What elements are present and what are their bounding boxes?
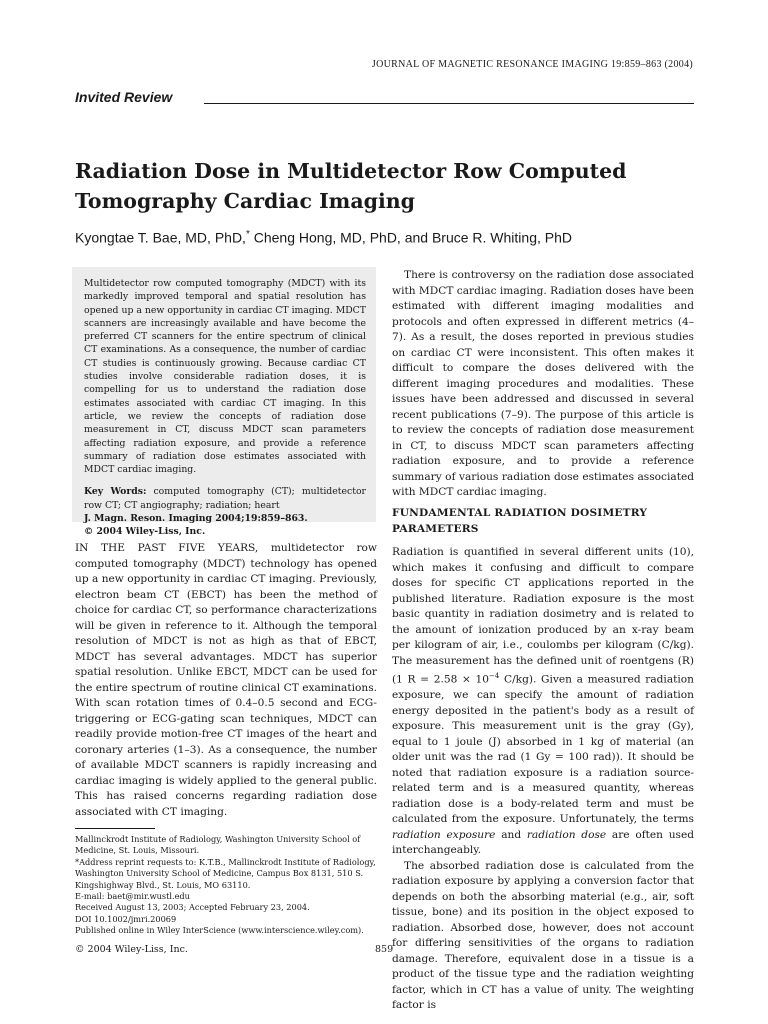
footnote-rule <box>75 828 155 829</box>
term-radiation-exposure: radiation exposure <box>392 828 496 841</box>
section-body <box>392 545 694 1014</box>
article-title: Radiation Dose in Multidetector Row Computed Tomography Cardiac Imaging <box>75 159 627 213</box>
journal-header: JOURNAL OF MAGNETIC RESONANCE IMAGING 19:859–863 (2004) <box>371 59 693 70</box>
abstract-copyright <box>84 525 366 538</box>
section-paragraph-2: The absorbed radiation dose is calculated from the radiation exposure by applying a conversion factor that depends on both the absorbing material (e.g., air, soft tissue, bone) and its position in the object exposed to radiation. Absorbed dose, however, does not account for differing sensitivities of the organs to radiation damage. Therefore, equivalent dose in a tissue is a product of the tissue type and the radiation weighting factor, which in CT has a value of unity. The weighting factor is <box>392 859 694 1012</box>
term-radiation-dose: radiation dose <box>526 828 607 841</box>
authors-rest: Cheng Hong, MD, PhD, and Bruce R. Whiting, PhD <box>249 229 573 246</box>
p1-exponent: −4 <box>489 672 500 680</box>
corresponding-author-mark: * <box>245 229 250 240</box>
author-list <box>75 229 695 246</box>
keywords <box>84 485 366 512</box>
section-heading: FUNDAMENTAL RADIATION DOSIMETRY PARAMETERS <box>392 507 648 535</box>
p1-and: and <box>495 828 527 841</box>
keywords-list: computed tomography (CT); multidetector row CT; CT angiography; radiation; heart <box>84 486 366 511</box>
section-rule <box>204 103 694 104</box>
p1-part-a: Radiation is quantified in several different units (10), which makes it confusing and difficult to compare doses for specific CT applications reported in the published literature. Radiation exposure is the most basic quantity in radiation dosimetry and is related to the amount of ionization produced by an x-ray beam per kilogram of air, i.e., coulombs per kilogram (C/kg). The measurement has the defined unit of roentgens (R) (1 R = 2.58 × 10 <box>392 546 694 686</box>
abstract-copyright-text: © 2004 Wiley-Liss, Inc. <box>84 526 206 538</box>
footnote-reprint: *Address reprint requests to: K.T.B., Mallinckrodt Institute of Radiology, Washington University School of Medicine, Campus Box 8131, 510 S. Kingshighway Blvd., St. Louis, MO 63110. <box>75 856 376 890</box>
citation-text: J. Magn. Reson. Imaging 2004;19:859–863. <box>84 513 308 525</box>
abstract-box <box>72 267 376 538</box>
p1-part-c: are often used interchangeably. <box>392 828 695 857</box>
right-intro-column <box>392 268 694 501</box>
introduction-paragraph: IN THE PAST FIVE YEARS, multidetector row computed tomography (MDCT) technology has opened up a new opportunity in cardiac CT imaging. Previously, electron beam CT (EBCT) has been the method of choice for cardiac CT, so performance characterizations will be given in reference to it. Although the temporal resolution of MDCT is not as high as that of EBCT, MDCT has several advantages. MDCT has superior spatial resolution. Unlike EBCT, MDCT can be used for the entire spectrum of routine clinical CT examinations. With scan rotation times of 0.4–0.5 second and ECG-triggering or ECG-gating scan techniques, MDCT can readily provide motion-free CT images of the heart and coronary arteries (1–3). As a consequence, the number of available MDCT scanners is rapidly increasing and cardiac imaging is widely applied to the general public. This has raised concerns regarding radiation dose associated with CT imaging. <box>75 542 377 818</box>
footer-copyright: © 2004 Wiley-Liss, Inc. <box>75 944 188 955</box>
introduction-column <box>75 541 377 820</box>
footnote-email[interactable]: E-mail: baet@mir.wustl.edu <box>75 891 190 902</box>
footnotes <box>75 834 377 937</box>
footnote-doi[interactable]: DOI 10.1002/jmri.20069 <box>75 913 177 924</box>
p1-part-b: C/kg). Given a measured radiation exposure, we can specify the amount of radiation energy deposited in the patient's body as a result of exposure. This measurement unit is the gray (Gy), equal to 1 joule (J) absorbed in 1 kg of material (an older unit was the rad (1 Gy = 100 rad)). It should be noted that radiation exposure is a radiation source-related term and is a measured quantity, whereas radiation dose is a body-related term and must be calculated from the exposure. Unfortunately, the terms <box>392 673 694 826</box>
right-intro-paragraph: There is controversy on the radiation dose associated with MDCT cardiac imaging. Radiation doses have been estimated with different imaging modalities and protocols and often expressed in different metrics (4–7). As a result, the doses reported in previous studies on cardiac CT were inconsistent. This often makes it difficult to compare the doses delivered with the different imaging procedures and modalities. These issues have been addressed and discussed in several recent publications (7–9). The purpose of this article is to review the concepts of radiation dose measurement in CT, to discuss MDCT scan parameters affecting radiation exposure, and to provide a reference summary of various radiation dose estimates associated with MDCT cardiac imaging. <box>392 269 694 498</box>
abstract-content <box>84 277 366 539</box>
keywords-label: Key Words: <box>84 486 147 498</box>
abstract-text: Multidetector row computed tomography (MDCT) with its markedly improved temporal and spatial resolution has opened up a new opportunity in cardiac CT imaging. MDCT scanners are increasingly available and have become the preferred CT scanners for the entire spectrum of clinical CT examinations. As a consequence, the number of cardiac CT studies is continuously growing. Because cardiac CT studies involve considerable radiation doses, it is compelling for us to understand the radiation dose estimates associated with cardiac CT imaging. In this article, we review the concepts of radiation dose measurement in CT, discuss MDCT scan parameters affecting radiation exposure, and provide a reference summary of radiation dose estimates associated with MDCT cardiac imaging. <box>84 278 366 476</box>
authors-first: Kyongtae T. Bae, MD, PhD, <box>75 229 246 246</box>
section-label: Invited Review <box>75 89 173 105</box>
citation <box>84 512 366 525</box>
footnote-published: Published online in Wiley InterScience (www.interscience.wiley.com). <box>75 925 364 936</box>
footnote-affiliation: Mallinckrodt Institute of Radiology, Washington University School of Medicine, St. Louis, Missouri. <box>75 834 361 856</box>
footnote-received: Received August 13, 2003; Accepted February 23, 2004. <box>75 902 310 913</box>
section-paragraph-1 <box>392 545 694 859</box>
page-number: 859 <box>375 944 394 955</box>
